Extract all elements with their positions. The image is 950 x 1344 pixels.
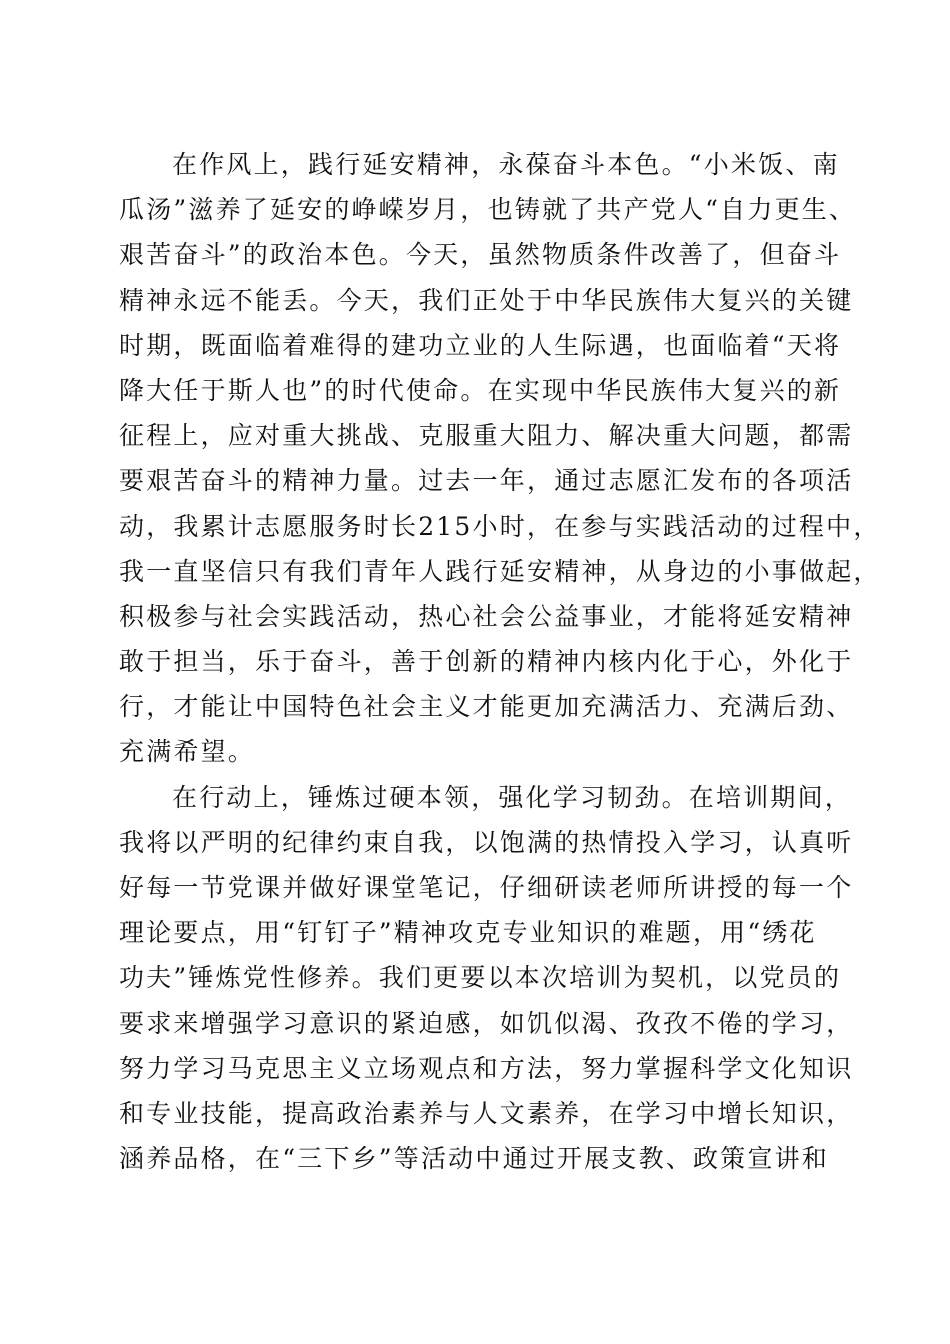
- paragraph-line: 要求来增强学习意识的紧迫感，如饥似渴、孜孜不倦的学习，: [119, 1008, 854, 1038]
- paragraph-line: 动，我累计志愿服务时长215小时，在参与实践活动的过程中，: [119, 511, 881, 541]
- paragraph-line: 和专业技能，提高政治素养与人文素养，在学习中增长知识，: [119, 1098, 854, 1128]
- paragraph-line: 功夫”锤炼党性修养。我们更要以本次培训为契机，以党员的: [119, 963, 842, 993]
- paragraph-line: 敢于担当，乐于奋斗，善于创新的精神内核内化于心，外化于: [119, 647, 854, 677]
- paragraph-line: 积极参与社会实践活动，热心社会公益事业，才能将延安精神: [119, 601, 854, 631]
- paragraph-line: 瓜汤”滋养了延安的峥嵘岁月，也铸就了共产党人“自力更生、: [119, 195, 857, 225]
- paragraph-line: 好每一节党课并做好课堂笔记，仔细研读老师所讲授的每一个: [119, 873, 854, 902]
- paragraph-line: 我将以严明的纪律约束自我，以饱满的热情投入学习，认真听: [119, 827, 854, 857]
- paragraph-line: 时期，既面临着难得的建功立业的人生际遇，也面临着“天将: [119, 330, 842, 360]
- paragraph-line: 艰苦奋斗”的政治本色。今天，虽然物质条件改善了，但奋斗: [119, 240, 842, 270]
- paragraph-style: [119, 142, 881, 775]
- paragraph-line: 精神永远不能丢。今天，我们正处于中华民族伟大复兴的关键: [119, 285, 854, 315]
- paragraph-line: 征程上，应对重大挑战、克服重大阻力、解决重大问题，都需: [119, 421, 854, 451]
- paragraph-line: 努力学习马克思主义立场观点和方法，努力掌握科学文化知识: [119, 1053, 854, 1083]
- paragraph-line: 在行动上，锤炼过硬本领，强化学习韧劲。在培训期间，: [172, 782, 853, 812]
- paragraph-line: 充满希望。: [119, 737, 256, 767]
- body-text: [119, 142, 881, 1181]
- paragraph-line: 我一直坚信只有我们青年人践行延安精神，从身边的小事做起，: [119, 556, 881, 586]
- paragraph-line: 理论要点，用“钉钉子”精神攻克专业知识的难题，用“绣花: [119, 918, 817, 948]
- paragraph-line: 涵养品格，在“三下乡”等活动中通过开展支教、政策宣讲和: [119, 1144, 829, 1174]
- paragraph-action: [119, 775, 854, 1182]
- paragraph-line: 行，才能让中国特色社会主义才能更加充满活力、充满后劲、: [119, 692, 854, 722]
- paragraph-line: 要艰苦奋斗的精神力量。过去一年，通过志愿汇发布的各项活: [119, 466, 854, 496]
- paragraph-line: 降大任于斯人也”的时代使命。在实现中华民族伟大复兴的新: [119, 375, 842, 405]
- paragraph-line: 在作风上，践行延安精神，永葆奋斗本色。“小米饭、南: [172, 150, 840, 179]
